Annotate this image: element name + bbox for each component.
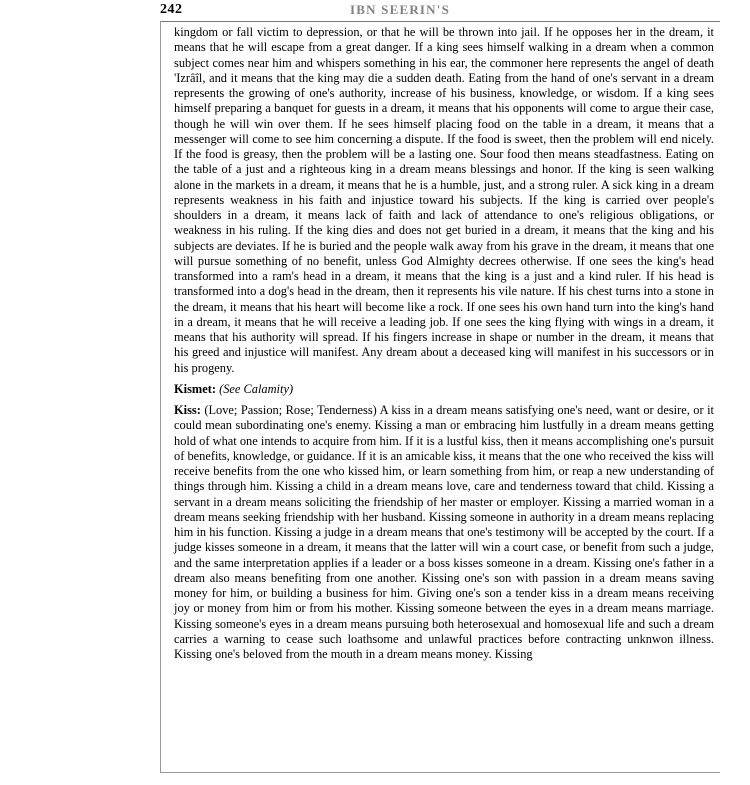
running-title: IBN SEERIN'S <box>350 2 451 17</box>
page-header <box>160 2 720 20</box>
left-margin-rule <box>160 21 161 773</box>
continued-paragraph: kingdom or fall victim to depression, or that he will be thrown into jail. If he opposes her in the dream, it means that he will escape from a great danger. If a king sees himself walking in a dream when a common subject comes near him and whispers something in his ear, the commoner here represents the angel of death 'Izrâîl, and it means that the king may die a sudden death. Eating from the hand of one's servant in a dream represents the growing of one's authority, increase of his business, knowledge, or wisdom. If a king sees himself preparing a banquet for guests in a dream, it means that his opponents will come to argue their case, though he will win over them. If he sees himself placing food on the table in a dream, it means that a messenger will come to see him concerning a dispute. If the food is sweet, then the problem will end nicely. If the food is greasy, then the problem will be a lasting one. Sour food then means steadfastness. Eating on the table of a just and a righteous king in a dream means blessings and honor. If the king is seen walking alone in the markets in a dream, it means that he is a humble, just, and a strong ruler. A sick king in a dream represents weakness in his faith and injustice toward his subjects. If the king is carried over people's shoulders in a dream, it means lack of faith and lack of attendance to one's religious obligations, or weakness in his ruling. If the king dies and does not get buried in a dream, it means that the king and his subjects are deviates. If he is buried and the people walk away from his grave in the dream, it means that one will pursue something of no benefit, unless God Almighty decrees otherwise. If one sees the king's head transformed into a ram's head in a dream, it means that the king is a just and a kind ruler. If his head is transformed into a dog's head in the dream, then it represents his vile nature. If his chest turns into a stone in the dream, it means that his heart will become like a rock. If one sees his own hand turn into the king's hand in a dream, it means that he will receive a leading job. If one sees the king flying with wings in a dream, it means that his authority will spread. If his fingers increase in shape or number in the dream, it means that his greed and injustice will manifest. Any dream about a deceased king will manifest in his successors or in his progeny. <box>174 25 714 375</box>
footer-rule <box>160 772 720 773</box>
entry-text: (Love; Passion; Rose; Tenderness) A kiss in a dream means satisfying one's need, want or desire, or it could mean subordinating one's enemy. Kissing a man or embracing him lustfully in a dream means getting hold of what one intends to acquire from him. If it is a lustful kiss, then it means accomplishing one's pursuit of benefits, knowledge, or guidance. If it is an amicable kiss, it means that the one who received the kiss will receive benefits from the one who kissed him, or learn something from him, or reap a new understanding of things through him. Kissing a child in a dream means love, care and tenderness toward that child. Kissing a servant in a dream means soliciting the friendship of her master or employer. Kissing a married woman in a dream means seeking friendship with her husband. Kissing someone in authority in a dream means replacing him in his function. Kissing a judge in a dream means that one's testimony will be accepted by the court. If a judge kisses someone in a dream, it means that the latter will win a court case, or benefit from such a judge, and the same interpretation applies if a leader or a boss kisses someone in a dream. Kissing one's father in a dream also means benefiting from one another. Kissing one's son with passion in a dream means saving money for him, or building a business for him. Giving one's son a tender kiss in a dream means receiving joy or money from him or from his mother. Kissing someone between the eyes in a dream means marriage. Kissing someone's eyes in a dream means pursuing both heterosexual and homosexual life and such a dream carries a warning to cease such loathsome and unlawful practices before contracting unknwon illness. Kissing one's beloved from the mouth in a dream means money. Kissing <box>174 403 714 661</box>
entry-cross-reference: (See Calamity) <box>219 381 294 396</box>
body-column <box>174 25 714 662</box>
dictionary-entry-kiss <box>174 403 714 662</box>
dictionary-entry-kismet <box>174 382 714 397</box>
entry-term: Kismet: <box>174 381 216 396</box>
page-number: 242 <box>160 2 183 17</box>
header-rule <box>160 21 720 22</box>
entry-term: Kiss: <box>174 403 201 417</box>
